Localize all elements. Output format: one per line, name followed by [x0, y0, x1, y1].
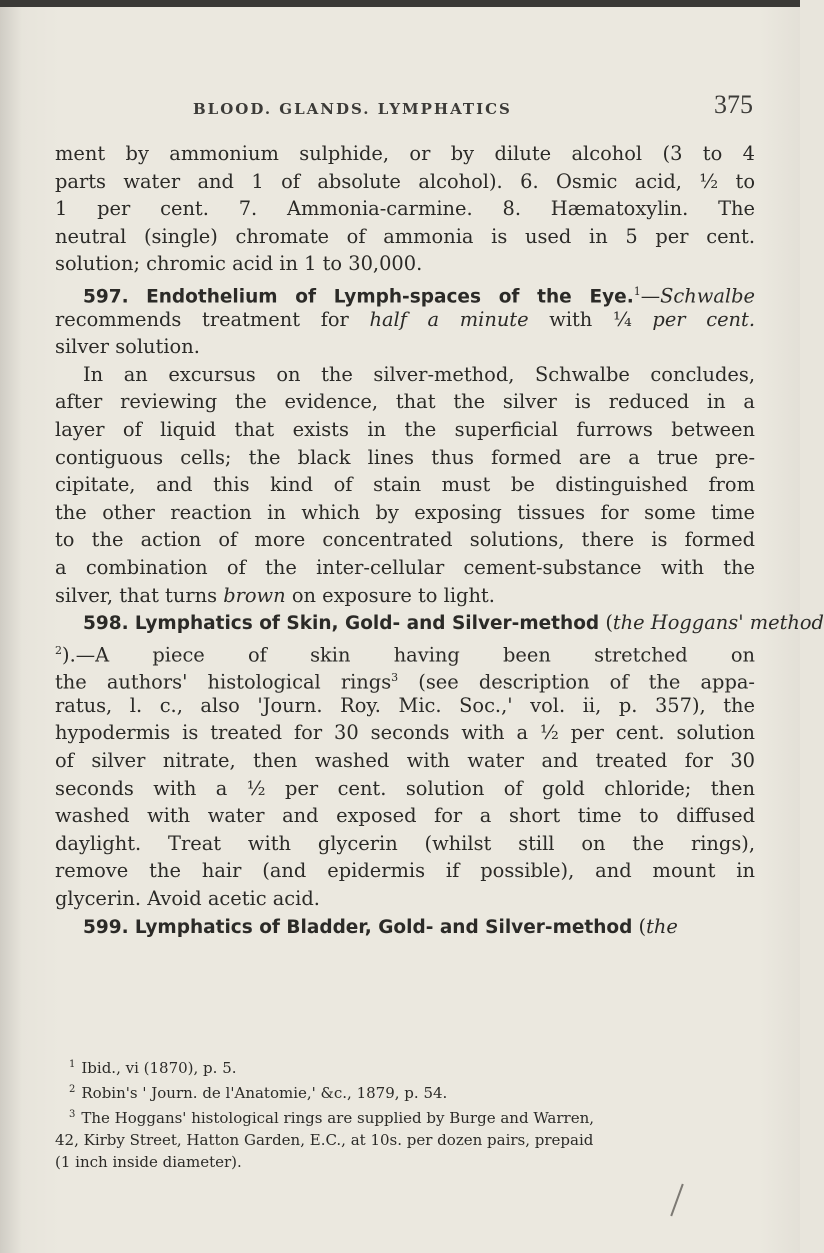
text-line: contiguous cells; the black lines thus formed are a true pre- — [55, 445, 755, 469]
italic-span: brown — [223, 583, 286, 607]
text-line: In an excursus on the silver-method, Schwalbe concludes, — [83, 362, 755, 386]
footnote-text: Robin's ' Journ. de l'Anatomie,' &c., 1879, p. 54. — [81, 1084, 448, 1102]
text-line: parts water and 1 of absolute alcohol). 6. Osmic acid, ½ to — [55, 169, 755, 193]
footnote-text: Ibid., vi (1870), p. 5. — [81, 1059, 237, 1077]
footnote — [55, 1104, 755, 1129]
footnote-ref: 1 — [633, 284, 641, 298]
text-span: —A piece of skin having been stretched on — [75, 643, 755, 667]
text-line: after reviewing the evidence, that the silver is reduced in a — [55, 390, 755, 414]
text-line — [55, 306, 755, 334]
page-header — [193, 90, 753, 124]
pencil-mark — [670, 1184, 684, 1217]
text-span: recommends treatment for — [55, 307, 370, 331]
text-line: seconds with a ½ per cent. solution of gold chloride; then — [55, 776, 755, 800]
footnote-continuation: (1 inch inside diameter). — [55, 1153, 242, 1171]
text-span: ). — [62, 643, 76, 667]
text-line: cipitate, and this kind of stain must be distinguished from — [55, 473, 755, 497]
text-span: ( — [632, 914, 647, 938]
italic-span: the Hoggans' method — [612, 611, 824, 635]
text-line: silver solution. — [55, 335, 200, 359]
text-line: neutral (single) chromate of ammonia is used in 5 per cent. — [55, 224, 755, 248]
running-head: BLOOD. GLANDS. LYMPHATICS — [193, 100, 512, 118]
text-span: ( — [599, 611, 613, 635]
text-line: ratus, l. c., also 'Journ. Roy. Mic. Soc.,' vol. ii, p. 357), the — [55, 693, 755, 717]
text-line: of silver nitrate, then washed with water and treated for 30 — [55, 749, 755, 773]
text-line: ment by ammonium sulphide, or by dilute alcohol (3 to 4 — [55, 142, 755, 165]
footnote-text: The Hoggans' histological rings are supplied by Burge and Warren, — [81, 1109, 595, 1127]
text-line: a combination of the inter-cellular cement-substance with the — [55, 555, 755, 579]
text-line: glycerin. Avoid acetic acid. — [55, 887, 320, 911]
page-top-edge — [0, 0, 800, 7]
text-line: solution; chromic acid in 1 to 30,000. — [55, 252, 423, 276]
text-line: to the action of more concentrated solutions, there is formed — [55, 528, 755, 552]
body-text — [55, 140, 824, 940]
section-number: 598. — [83, 613, 129, 635]
author-name: Schwalbe — [660, 284, 755, 308]
text-span: (see description of the appa- — [398, 670, 755, 694]
section-title: Lymphatics of Skin, Gold- and Silver-method — [134, 613, 600, 635]
section-598-heading-line — [55, 609, 824, 637]
footnote-ref: 2 — [55, 643, 62, 657]
text-line: daylight. Treat with glycerin (whilst still on the rings), — [55, 831, 755, 855]
footnotes — [55, 1054, 755, 1173]
text-line — [55, 637, 755, 665]
italic-span: the — [646, 914, 678, 938]
footnote-continuation: 42, Kirby Street, Hatton Garden, E.C., at 10s. per dozen pairs, prepaid — [55, 1131, 594, 1149]
page-number: 375 — [714, 90, 753, 119]
text-span: the authors' histological rings — [55, 670, 392, 694]
text-line: hypodermis is treated for 30 seconds with a ½ per cent. solution — [55, 721, 755, 745]
footnote — [55, 1054, 755, 1079]
text-line: 1 per cent. 7. Ammonia-carmine. 8. Hæmatoxylin. The — [55, 197, 755, 221]
section-599-heading-line — [55, 913, 755, 941]
section-title: Lymphatics of Bladder, Gold- and Silver-method — [134, 916, 633, 938]
italic-span: half a minute — [369, 307, 529, 331]
italic-span: per cent. — [652, 307, 755, 331]
footnote-mark: 3 — [69, 1109, 76, 1120]
section-number: 599. — [83, 916, 129, 938]
footnote-ref: 3 — [391, 671, 399, 685]
text-span: silver, that turns — [55, 583, 224, 607]
section-number: 597. — [83, 286, 129, 308]
text-line: layer of liquid that exists in the superficial furrows between — [55, 417, 755, 441]
text-line: remove the hair (and epidermis if possible), and mount in — [55, 859, 755, 883]
text-span: with — [528, 307, 613, 331]
footnote-mark: 2 — [69, 1084, 76, 1095]
text-span: on exposure to light. — [285, 583, 495, 607]
text-line — [55, 582, 755, 610]
text-line: the other reaction in which by exposing tissues for some time — [55, 500, 755, 524]
text-line: washed with water and exposed for a short time to diffused — [55, 804, 755, 828]
section-597-heading-line — [55, 278, 755, 306]
text-line — [55, 664, 755, 692]
section-title: Endothelium of Lymph-spaces of the Eye. — [146, 286, 634, 308]
fraction: ¼ — [612, 307, 632, 331]
footnote — [55, 1079, 755, 1104]
dash: — — [640, 284, 661, 308]
footnote-mark: 1 — [69, 1059, 76, 1070]
